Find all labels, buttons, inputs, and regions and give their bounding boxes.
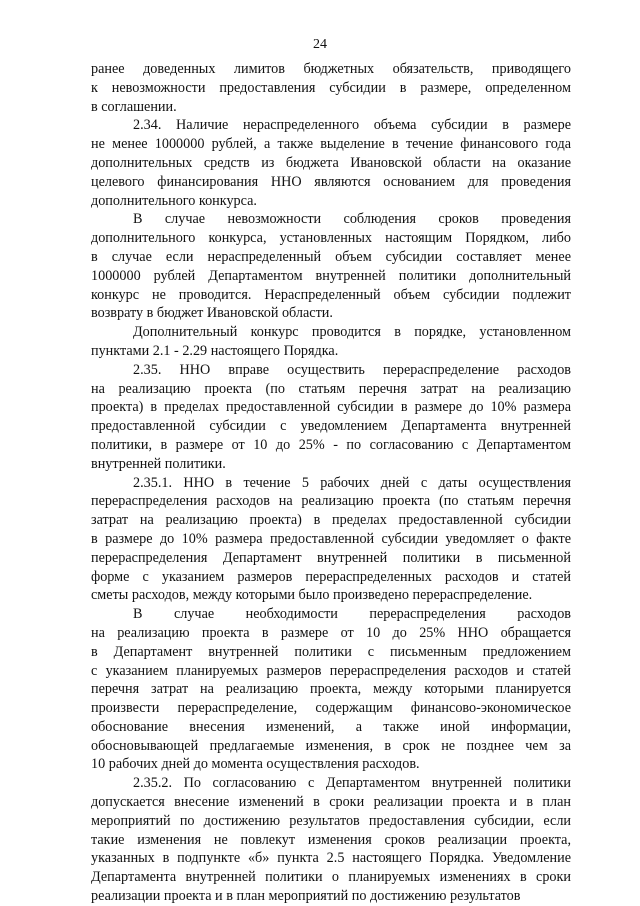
text-line: ранее доведенных лимитов бюджетных обязательств, приводящего	[91, 61, 571, 77]
paragraph-p7	[91, 605, 571, 774]
paragraph-p6	[91, 474, 571, 606]
text-line: 2.35.2. По согласованию с Департаментом внутренней политики	[133, 775, 571, 792]
text-line: форме с указанием размеров перераспределенных расходов и статей	[91, 568, 571, 585]
text-line: политики, в размере от 10 до 25% - по согласованию с Департаментом	[91, 436, 571, 453]
paragraph-p8	[91, 774, 571, 906]
text-line: 10 рабочих дней до момента осуществления расходов.	[91, 756, 420, 773]
text-line: на реализацию проекта в размере от 10 до 25% ННО обращается	[91, 624, 571, 641]
text-line: дополнительного конкурса, установленных настоящим Порядком, либо	[91, 230, 571, 247]
text-line: 2.35. ННО вправе осуществить перераспределение расходов	[133, 361, 571, 378]
text-line: В случае необходимости перераспределения расходов	[133, 606, 571, 623]
text-line: дополнительного конкурса.	[91, 192, 257, 209]
text-line: проекта) в пределах предоставленной субсидии в размере до 10% размера	[91, 399, 571, 416]
text-line: затрат на реализацию проекта) в пределах предоставленной субсидии	[91, 512, 571, 529]
paragraph-p2	[91, 116, 571, 210]
text-line: в размере до 10% размера предоставленной субсидии уведомляет о факте	[91, 530, 571, 547]
text-line: обоснование внесения изменений, а также иной информации,	[91, 718, 571, 735]
text-line: сметы расходов, между которыми было произведено перераспределение.	[91, 587, 533, 604]
paragraph-p5	[91, 361, 571, 474]
text-line: обосновывающей предлагаемые изменения, в срок не позднее чем за	[91, 737, 571, 754]
text-line: не менее 1000000 рублей, а также выделение в течение финансового года	[91, 136, 571, 153]
text-line: 2.35.1. ННО в течение 5 рабочих дней с даты осуществления	[133, 474, 571, 491]
page-number: 24	[313, 37, 327, 52]
text-line: к невозможности предоставления субсидии в размере, определенном	[91, 79, 571, 96]
text-line: дополнительных средств из бюджета Ивановской области на оказание	[91, 154, 571, 171]
document-body	[91, 60, 571, 906]
text-line: возврату в бюджет Ивановской области.	[91, 305, 333, 322]
paragraph-p3	[91, 210, 571, 323]
text-line: допускается внесение изменений в сроки реализации проекта и в план	[91, 794, 571, 811]
text-line: реализации проекта и в план мероприятий по достижению результатов	[91, 888, 521, 905]
text-line: В случае невозможности соблюдения сроков проведения	[133, 211, 571, 228]
text-line: Департамента внутренней политики о планируемых изменениях в сроки	[91, 869, 571, 886]
text-line: конкурс не проводится. Нераспределенный объем субсидии подлежит	[91, 286, 571, 303]
text-line: целевого финансирования ННО являются основанием для проведения	[91, 173, 571, 190]
paragraph-p1	[91, 60, 571, 116]
text-line: в соглашении.	[91, 98, 177, 115]
paragraph-p4	[91, 323, 571, 361]
text-line: на реализацию проекта (по статьям перечня затрат на реализацию	[91, 380, 571, 397]
text-line: Дополнительный конкурс проводится в порядке, установленном	[133, 324, 571, 341]
text-line: внутренней политики.	[91, 455, 226, 472]
text-line: перераспределения расходов на реализацию проекта (по статьям перечня	[91, 493, 571, 510]
text-line: 1000000 рублей Департаментом внутренней политики дополнительный	[91, 267, 571, 284]
text-line: предоставленной субсидии с уведомлением Департамента внутренней	[91, 418, 571, 435]
text-line: перераспределения Департамент внутренней политики в письменной	[91, 549, 571, 566]
text-line: 2.34. Наличие нераспределенного объема субсидии в размере	[133, 117, 571, 134]
text-line: такие изменения не повлекут изменения сроков реализации проекта,	[91, 831, 571, 848]
text-line: указанных в подпункте «б» пункта 2.5 настоящего Порядка. Уведомление	[91, 850, 571, 867]
text-line: мероприятий по достижению результатов предоставления субсидии, если	[91, 812, 571, 829]
text-line: с указанием планируемых размеров перераспределения расходов и статей	[91, 662, 571, 679]
text-line: в случае если нераспределенный объем субсидии составляет менее	[91, 248, 571, 265]
text-line: перечня затрат на реализацию проекта, между которыми планируется	[91, 681, 571, 698]
text-line: пунктами 2.1 - 2.29 настоящего Порядка.	[91, 342, 339, 359]
text-line: произвести перераспределение, содержащим финансово-экономическое	[91, 700, 571, 717]
text-line: в Департамент внутренней политики с письменным предложением	[91, 643, 571, 660]
